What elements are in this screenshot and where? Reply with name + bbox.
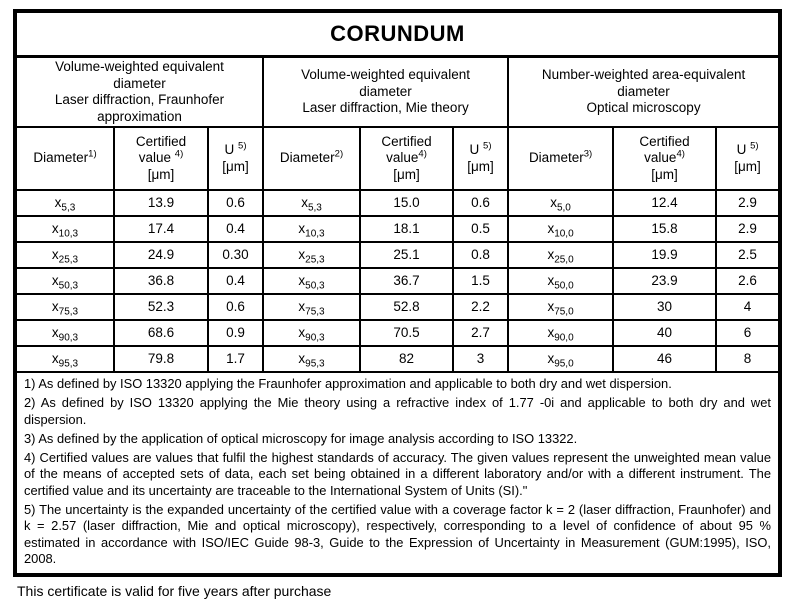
page-title: CORUNDUM xyxy=(17,13,778,58)
diameter-label: $x_{90,3}$ xyxy=(263,320,360,346)
certified-value: 25.1 xyxy=(360,242,453,268)
uncertainty-value: 2.9 xyxy=(716,190,778,216)
certified-value: 46 xyxy=(613,346,716,372)
uncertainty-value: 1.5 xyxy=(453,268,508,294)
certified-value: 17.4 xyxy=(114,216,208,242)
uncertainty-value: 0.8 xyxy=(453,242,508,268)
certified-value: 79.8 xyxy=(114,346,208,372)
diameter-label: $x_{5,3}$ xyxy=(17,190,114,216)
diameter-label: $x_{90,0}$ xyxy=(508,320,613,346)
uncertainty-value: 0.6 xyxy=(453,190,508,216)
certified-value: 36.8 xyxy=(114,268,208,294)
diameter-label: $x_{75,3}$ xyxy=(263,294,360,320)
certificate-frame xyxy=(13,9,782,577)
footnote-5: 5) The uncertainty is the expanded uncertainty of the certified value with a coverage factor k = 2 (laser diffraction, Fraunhofer) and k = 2.57 (laser diffraction, Mie and optical microscopy), respectively, corresponding to a level of confidence of about 95 % estimated in accordance with ISO/IEC Guide 98-3, Guide to the Expression of Uncertainty in Measurement (GUM:1995), ISO, 2008. xyxy=(24,502,771,566)
uncertainty-value: 6 xyxy=(716,320,778,346)
certified-value: 12.4 xyxy=(613,190,716,216)
col-header-certified-3: Certified value$^{4)}$ [μm] xyxy=(613,127,716,190)
certified-value: 23.9 xyxy=(613,268,716,294)
diameter-label: $x_{25,3}$ xyxy=(17,242,114,268)
certified-value: 18.1 xyxy=(360,216,453,242)
uncertainty-value: 2.6 xyxy=(716,268,778,294)
certified-value: 19.9 xyxy=(613,242,716,268)
section-title-2: Volume-weighted equivalent diameter Laser diffraction, Mie theory xyxy=(263,58,508,127)
diameter-label: $x_{95,3}$ xyxy=(263,346,360,372)
section-title-1: Volume-weighted equivalent diameter Laser diffraction, Fraunhofer approximation xyxy=(17,58,263,127)
certified-value: 68.6 xyxy=(114,320,208,346)
certified-value: 24.9 xyxy=(114,242,208,268)
diameter-label: $x_{10,0}$ xyxy=(508,216,613,242)
diameter-label: $x_{5,3}$ xyxy=(263,190,360,216)
uncertainty-value: 2.9 xyxy=(716,216,778,242)
col-header-uncertainty-3: U $^{5)}$ [μm] xyxy=(716,127,778,190)
uncertainty-value: 3 xyxy=(453,346,508,372)
uncertainty-value: 8 xyxy=(716,346,778,372)
certified-value: 15.0 xyxy=(360,190,453,216)
certified-values-table xyxy=(17,58,778,373)
diameter-label: $x_{5,0}$ xyxy=(508,190,613,216)
certified-value: 13.9 xyxy=(114,190,208,216)
diameter-label: $x_{50,3}$ xyxy=(263,268,360,294)
footnote-4: 4) Certified values are values that fulfil the highest standards of accuracy. The given values represent the unweighted mean value of the means of accepted sets of data, each set being obtained in a different laboratory and/or with a different instrument. The certified value and its uncertainty are traceable to the International System of Units (SI)." xyxy=(24,450,771,498)
diameter-label: $x_{75,3}$ xyxy=(17,294,114,320)
footnote-1: 1) As defined by ISO 13320 applying the Fraunhofer approximation and applicable to both dry and wet dispersion. xyxy=(24,376,672,391)
col-header-diameter-3: Diameter$^{3)}$ xyxy=(508,127,613,190)
uncertainty-value: 0.6 xyxy=(208,190,263,216)
diameter-label: $x_{50,0}$ xyxy=(508,268,613,294)
uncertainty-value: 0.6 xyxy=(208,294,263,320)
validity-caption: This certificate is valid for five years after purchase xyxy=(17,583,332,599)
certified-value: 70.5 xyxy=(360,320,453,346)
certified-value: 52.8 xyxy=(360,294,453,320)
col-header-uncertainty-1: U $^{5)}$ [μm] xyxy=(208,127,263,190)
col-header-certified-2: Certified value$^{4)}$ [μm] xyxy=(360,127,453,190)
diameter-label: $x_{95,3}$ xyxy=(17,346,114,372)
certified-value: 40 xyxy=(613,320,716,346)
section-title-3: Number-weighted area-equivalent diameter Optical microscopy xyxy=(508,58,778,127)
diameter-label: $x_{10,3}$ xyxy=(263,216,360,242)
uncertainty-value: 0.5 xyxy=(453,216,508,242)
uncertainty-value: 1.7 xyxy=(208,346,263,372)
col-header-certified-1: Certified value $^{4)}$ [μm] xyxy=(114,127,208,190)
diameter-label: $x_{95,0}$ xyxy=(508,346,613,372)
uncertainty-value: 0.9 xyxy=(208,320,263,346)
certified-value: 15.8 xyxy=(613,216,716,242)
certified-value: 36.7 xyxy=(360,268,453,294)
diameter-label: $x_{25,0}$ xyxy=(508,242,613,268)
diameter-label: $x_{75,0}$ xyxy=(508,294,613,320)
certified-value: 82 xyxy=(360,346,453,372)
footnote-3: 3) As defined by the application of optical microscopy for image analysis according to ISO 13322. xyxy=(24,430,578,446)
diameter-label: $x_{50,3}$ xyxy=(17,268,114,294)
col-header-diameter-1: Diameter$^{1)}$ xyxy=(17,127,114,190)
uncertainty-value: 4 xyxy=(716,294,778,320)
footnote-2: 2) As defined by ISO 13320 applying the Mie theory using a refractive index of 1.77 -0i and applicable to both dry and wet dispersion. xyxy=(24,395,771,427)
uncertainty-value: 0.4 xyxy=(208,268,263,294)
uncertainty-value: 0.30 xyxy=(208,242,263,268)
uncertainty-value: 2.2 xyxy=(453,294,508,320)
col-header-diameter-2: Diameter$^{2)}$ xyxy=(263,127,360,190)
diameter-label: $x_{25,3}$ xyxy=(263,242,360,268)
diameter-label: $x_{90,3}$ xyxy=(17,320,114,346)
uncertainty-value: 2.7 xyxy=(453,320,508,346)
footnotes xyxy=(17,373,778,567)
col-header-uncertainty-2: U $^{5)}$ [μm] xyxy=(453,127,508,190)
uncertainty-value: 2.5 xyxy=(716,242,778,268)
diameter-label: $x_{10,3}$ xyxy=(17,216,114,242)
uncertainty-value: 0.4 xyxy=(208,216,263,242)
certified-value: 30 xyxy=(613,294,716,320)
certified-value: 52.3 xyxy=(114,294,208,320)
